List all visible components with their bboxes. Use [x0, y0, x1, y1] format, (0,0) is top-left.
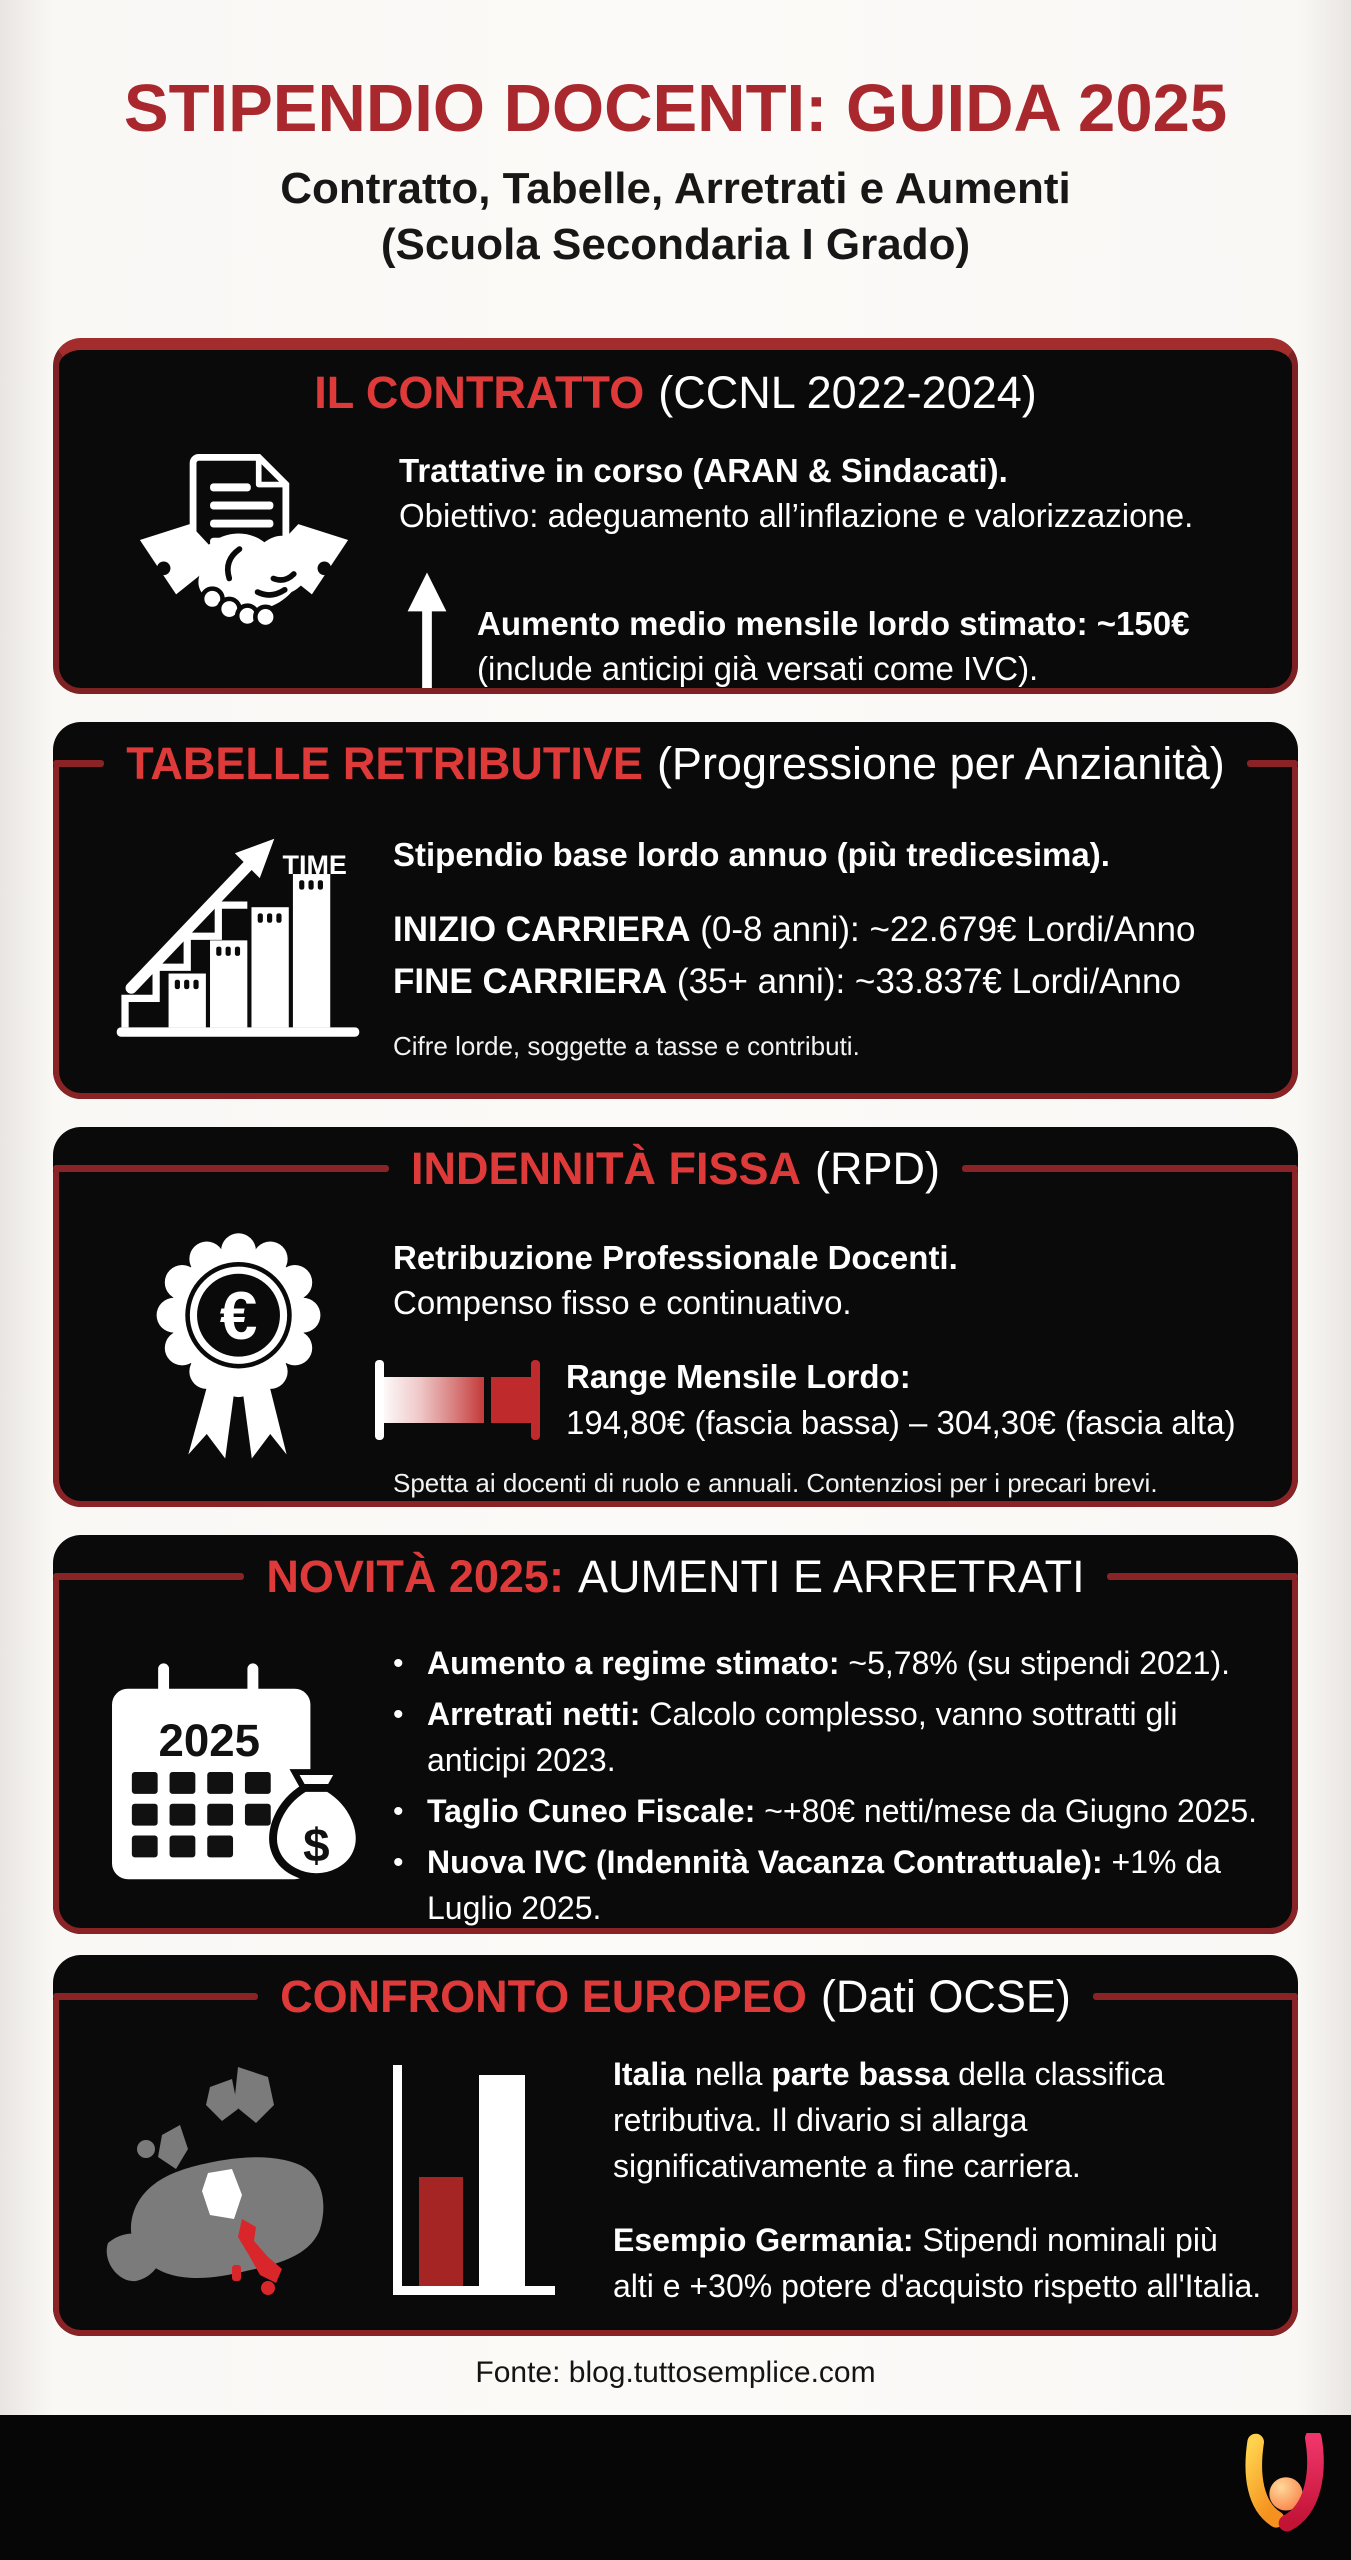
card-confronto-europeo — [53, 1955, 1298, 2336]
card-title-rest: (CCNL 2022-2024) — [658, 366, 1037, 418]
bullet-rest: ~5,78% (su stipendi 2021). — [839, 1644, 1230, 1681]
source-line: Fonte: blog.tuttosemplice.com — [475, 2355, 876, 2389]
novita-bullet-list — [393, 1641, 1264, 1932]
range-value: 194,80€ (fascia bassa) – 304,30€ (fascia alta) — [566, 1403, 1236, 1441]
bullet-ivc — [393, 1840, 1264, 1931]
italy-bar — [419, 2177, 463, 2286]
card-tabelle-retributive — [53, 722, 1298, 1099]
bullet-cuneo — [393, 1789, 1264, 1834]
p1-rest: della classifica retributiva. Il divario si allarga significativamente a fine carriera. — [613, 2055, 1165, 2184]
bullet-aumento — [393, 1641, 1264, 1686]
card-tabelle-title — [53, 722, 1298, 806]
euro-symbol: € — [219, 1278, 257, 1354]
career-end-row — [393, 956, 1264, 1009]
card-indennita-title — [53, 1127, 1298, 1211]
title-rule-right — [1247, 760, 1298, 767]
card-title-rest: AUMENTI E ARRETRATI — [577, 1550, 1085, 1602]
title-rule-left — [53, 760, 104, 767]
contract-text — [399, 448, 1258, 539]
card-title-rest: (Dati OCSE) — [820, 1970, 1071, 2022]
bullet-rest: ~+80€ netti/mese da Giugno 2025. — [755, 1792, 1258, 1829]
bullet-bold: Nuova IVC (Indennità Vacanza Contrattuale): — [427, 1844, 1103, 1881]
title-rule-right — [962, 1165, 1298, 1172]
contract-line-bold: Trattative in corso (ARAN & Sindacati). — [399, 451, 1008, 489]
base-salary-line: Stipendio base lordo annuo (più tredicesima). — [393, 835, 1110, 873]
title-rule-right — [1093, 1993, 1298, 2000]
gross-note: Cifre lorde, soggette a tasse e contributi. — [393, 1030, 860, 1061]
header — [0, 0, 1351, 274]
title-rule-right — [1107, 1573, 1298, 1580]
range-label: Range Mensile Lordo: — [566, 1357, 911, 1395]
calendar-2025-moneybag-icon — [104, 1655, 372, 1908]
card-title-red: TABELLE RETRIBUTIVE — [126, 737, 643, 789]
europe-paragraph-1 — [613, 2051, 1264, 2189]
career-start-bold: INIZIO CARRIERA — [393, 909, 691, 949]
range-text — [566, 1354, 1236, 1446]
card-novita-2025 — [53, 1535, 1298, 1934]
bullet-bold: Aumento a regime stimato: — [427, 1644, 840, 1681]
page-title: STIPENDIO DOCENTI: GUIDA 2025 — [123, 71, 1228, 146]
card-title-rest: (RPD) — [815, 1142, 940, 1194]
bullet-dot: • — [393, 1646, 404, 1680]
europe-paragraph-2 — [613, 2217, 1264, 2309]
u-person-gradient-logo — [1241, 2433, 1329, 2546]
increase-text — [477, 601, 1189, 692]
calendar-year: 2025 — [158, 1714, 260, 1766]
bullet-arretrati — [393, 1692, 1264, 1783]
rpd-bold: Retribuzione Professionale Docenti. — [393, 1238, 958, 1276]
title-rule-left — [53, 1573, 244, 1580]
bullet-bold: Arretrati netti: — [427, 1696, 641, 1733]
career-end-bold: FINE CARRIERA — [393, 962, 668, 1002]
rpd-note: Spetta ai docenti di ruolo e annuali. Contenziosi per i precari brevi. — [393, 1468, 1158, 1499]
growth-stairs-time-icon — [108, 816, 368, 1049]
career-rows — [393, 904, 1264, 1009]
europe-map-italy-highlight-icon — [96, 2061, 336, 2306]
p1-bold-parte-bassa: parte bassa — [771, 2055, 950, 2092]
time-label: TIME — [282, 849, 347, 880]
card-contratto — [53, 338, 1298, 694]
card-title-red: IL CONTRATTO — [314, 366, 645, 418]
card-title-rest: (Progressione per Anzianità) — [656, 737, 1225, 789]
card-title-red: INDENNITÀ FISSA — [411, 1142, 802, 1194]
bullet-rest: Calcolo complesso, vanno sottratti gli anticipi 2023. — [427, 1696, 1178, 1778]
bullet-dot: • — [393, 1846, 404, 1880]
bullet-bold: Taglio Cuneo Fiscale: — [427, 1792, 756, 1829]
rpd-rest: Compenso fisso e continuativo. — [393, 1284, 852, 1322]
card-novita-title — [53, 1535, 1298, 1619]
career-start-row — [393, 904, 1264, 957]
card-indennita-fissa — [53, 1127, 1298, 1507]
up-arrow-icon — [399, 569, 455, 694]
card-title-red: CONFRONTO EUROPEO — [280, 1970, 807, 2022]
career-end-rest: (35+ anni): ~33.837€ Lordi/Anno — [667, 962, 1181, 1002]
title-rule-left — [53, 1993, 258, 2000]
p1-text: nella — [685, 2055, 772, 2092]
page-subtitle — [0, 161, 1351, 274]
bottom-black-band — [0, 2415, 1351, 2560]
bullet-dot: • — [393, 1698, 404, 1732]
p2-rest: Stipendi nominali più alti e +30% potere d'acquisto rispetto all'Italia. — [613, 2221, 1262, 2304]
dollar-symbol: $ — [303, 1819, 330, 1873]
card-confronto-title — [53, 1955, 1298, 2039]
increase-bold: Aumento medio mensile lordo stimato: ~150€ — [477, 604, 1190, 642]
document-handshake-icon — [129, 454, 359, 674]
subtitle-line-2: (Scuola Secondaria I Grado) — [380, 220, 971, 270]
p1-bold-italia: Italia — [613, 2055, 686, 2092]
euro-rosette-badge-icon — [131, 1221, 346, 1482]
subtitle-line-1: Contratto, Tabelle, Arretrati e Aumenti — [280, 164, 1071, 214]
germany-bar — [479, 2075, 525, 2286]
p2-bold: Esempio Germania: — [613, 2221, 914, 2258]
bullet-dot: • — [393, 1794, 404, 1828]
bullet-rest: +1% da Luglio 2025. — [427, 1844, 1221, 1926]
two-bar-comparison-icon — [385, 2291, 565, 2308]
card-contratto-title — [59, 366, 1292, 420]
career-start-rest: (0-8 anni): ~22.679€ Lordi/Anno — [690, 909, 1196, 949]
rpd-text — [393, 1235, 1264, 1326]
title-rule-left — [53, 1165, 389, 1172]
card-title-red: NOVITÀ 2025: — [266, 1550, 564, 1602]
increase-rest: (include anticipi già versati come IVC). — [477, 650, 1039, 688]
red-gradient-range-bar-icon — [375, 1360, 540, 1440]
contract-line-rest: Obiettivo: adeguamento all’inflazione e valorizzazione. — [399, 497, 1194, 535]
